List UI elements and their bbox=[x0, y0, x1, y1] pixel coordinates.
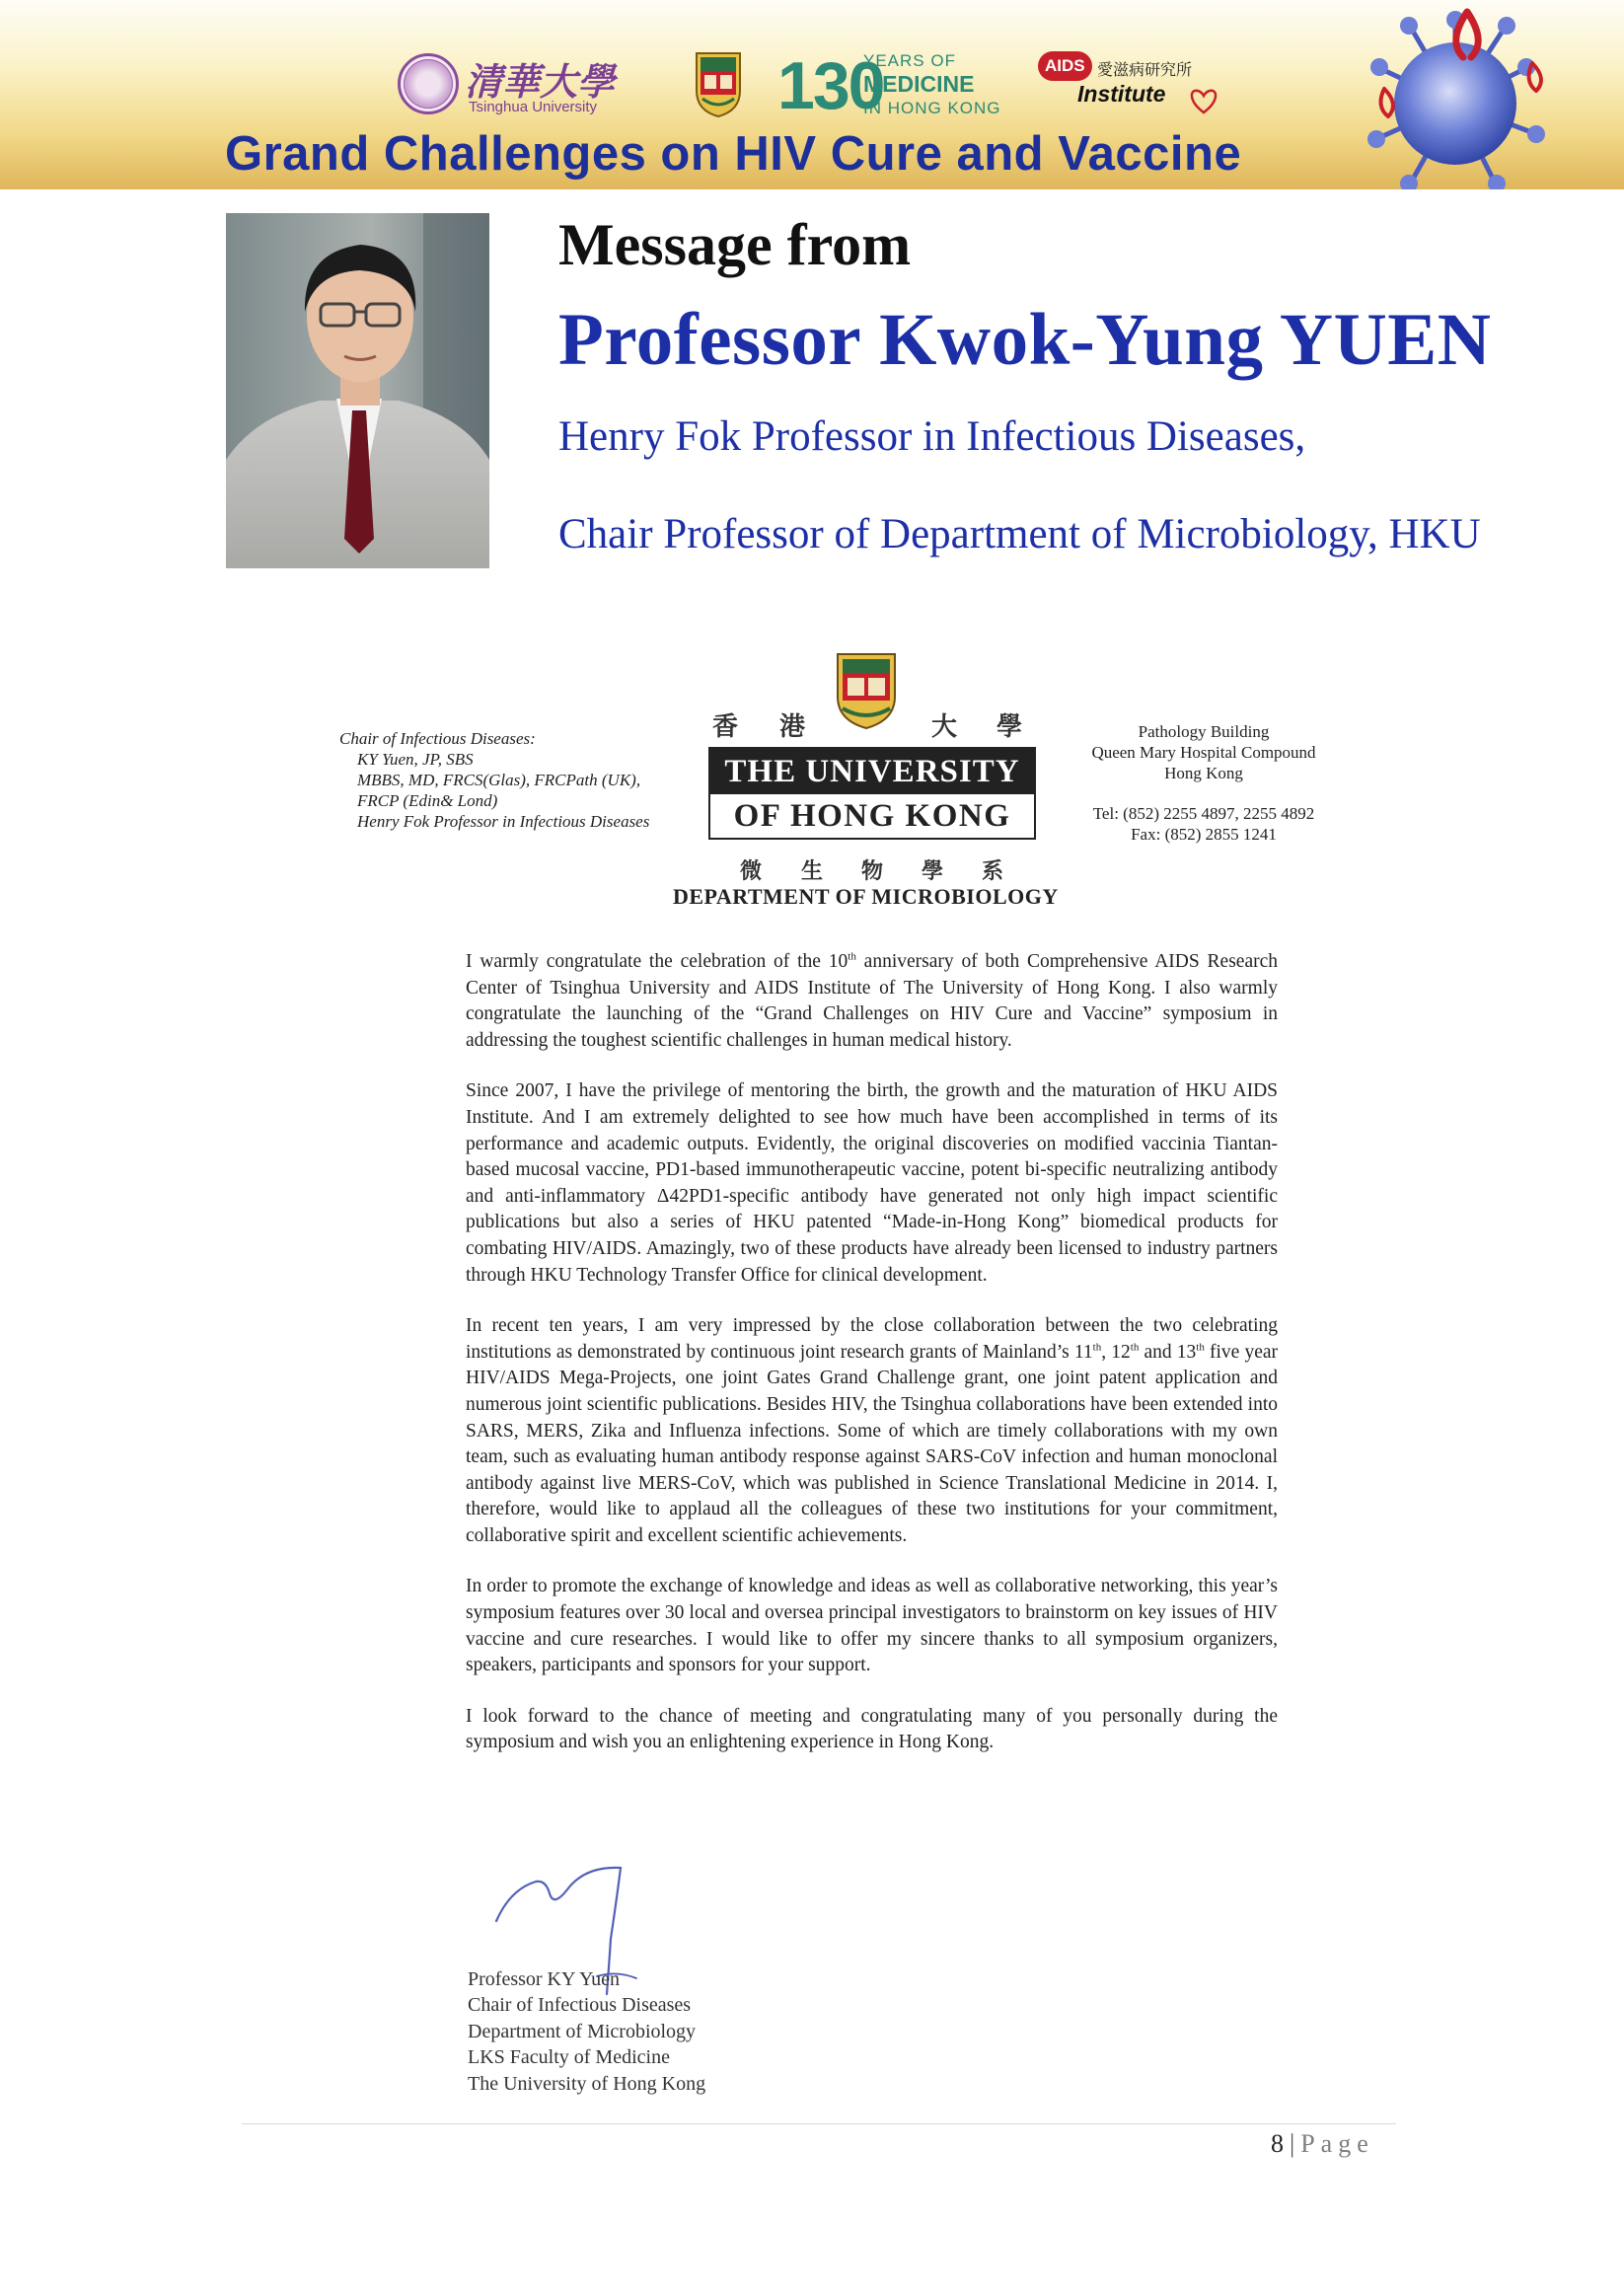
aids-institute-logo bbox=[1036, 49, 1228, 118]
aids-tag: AIDS bbox=[1038, 51, 1092, 81]
professor-portrait bbox=[226, 213, 489, 568]
hku-cn-char-2: 港 bbox=[779, 712, 806, 742]
message-from-heading: Message from bbox=[558, 212, 912, 277]
professor-title-2: Chair Professor of Department of Microbiology, HKU bbox=[558, 511, 1481, 557]
professor-name: Professor Kwok-Yung YUEN bbox=[558, 299, 1492, 381]
hku-medicine-text: MEDICINE bbox=[863, 71, 975, 97]
letterhead-chair: Chair of Infectious Diseases: bbox=[339, 729, 536, 748]
page-number-value: 8 bbox=[1271, 2129, 1284, 2158]
tsinghua-name-en: Tsinghua University bbox=[469, 99, 598, 115]
hku-name-line-2: OF HONG KONG bbox=[710, 794, 1034, 838]
hku-130-logo bbox=[691, 47, 1001, 126]
address-line-2: Queen Mary Hospital Compound bbox=[1091, 743, 1316, 762]
professor-title-1: Henry Fok Professor in Infectious Diseases, bbox=[558, 413, 1306, 460]
tsinghua-seal-icon bbox=[398, 53, 459, 114]
letter-paragraph-4: In order to promote the exchange of knowledge and ideas as well as collaborative networking, this year’s symposium features over 30 local and oversea principal investigators to brainstorm on key issues of HIV vaccine and cure researches. I would like to offer my sincere thanks to all symposium organizers, speakers, participants and sponsors for your support. bbox=[466, 1576, 1278, 1676]
address-line-1: Pathology Building bbox=[1138, 722, 1270, 741]
dept-cn-char-2: 生 bbox=[801, 859, 824, 884]
banner-title: Grand Challenges on HIV Cure and Vaccine bbox=[225, 127, 1242, 181]
aids-institute-text: Institute bbox=[1077, 81, 1166, 107]
dept-cn-char-4: 學 bbox=[922, 859, 944, 884]
letter-paragraph-5: I look forward to the chance of meeting and congratulating many of you personally during the symposium and wish you an enlightening experience in Hong Kong. bbox=[466, 1705, 1278, 1753]
heart-icon bbox=[1184, 87, 1223, 116]
telephone: Tel: (852) 2255 4897, 2255 4892 bbox=[1092, 804, 1315, 823]
aids-name-cn: 愛滋病研究所 bbox=[1097, 60, 1193, 79]
letterhead-quals-2: FRCP (Edin& Lond) bbox=[357, 791, 498, 810]
signer-name: Professor KY Yuen bbox=[468, 1968, 621, 1990]
hku-cn-char-1: 香 bbox=[712, 712, 739, 742]
letterhead-left bbox=[339, 728, 649, 832]
dept-cn-char-3: 物 bbox=[861, 859, 884, 884]
page-label: Page bbox=[1300, 2129, 1374, 2158]
signer-faculty: LKS Faculty of Medicine bbox=[468, 2046, 670, 2069]
letterhead-professorship: Henry Fok Professor in Infectious Diseases bbox=[357, 812, 650, 831]
letterhead-right bbox=[1075, 721, 1332, 845]
letter-paragraph-3: In recent ten years, I am very impressed by the close collaboration between the two celebrating institutions as demonstrated by continuous joint research grants of Mainland’s 11th, 12th and 13th five year HIV/AIDS Mega-Projects, one joint Gates Grand Challenge grant, one joint patent application and numerous joint scientific publications. Besides HIV, the Tsinghua collaborations have been extended into SARS, MERS, Zika and Influenza infections. Some of which are timely collaborations with my own team, such as evaluating human antibody response against SARS-CoV infection and human monoclonal antibody against live MERS-CoV, which was published in Science Translational Medicine in 2014. I, therefore, would like to applaud all the colleagues of these two institutions for your commitment, collaborative spirit and excellent scientific achievements. bbox=[466, 1315, 1279, 1546]
hku-130-number: 130 bbox=[777, 48, 884, 123]
hku-cn-char-3: 大 bbox=[931, 712, 958, 742]
tsinghua-logo bbox=[398, 51, 615, 122]
hiv-virus-icon bbox=[1357, 0, 1554, 189]
fax: Fax: (852) 2855 1241 bbox=[1131, 825, 1277, 844]
page-separator: | bbox=[1290, 2129, 1295, 2158]
tsinghua-name-cn: 清華大學 bbox=[465, 59, 616, 104]
signer-university: The University of Hong Kong bbox=[468, 2072, 706, 2095]
letterhead-name: KY Yuen, JP, SBS bbox=[357, 750, 474, 769]
signer-department: Department of Microbiology bbox=[468, 2020, 697, 2042]
dept-en: DEPARTMENT OF MICROBIOLOGY bbox=[673, 884, 1059, 909]
letter-paragraph-2: Since 2007, I have the privilege of mentoring the birth, the growth and the maturation of HKU AIDS Institute. And I am extremely delighted to see how much have been accomplished in terms of its performance and academic outputs. Evidently, the original discoveries on modified vaccinia Tiantan-based mucosal vaccine, PD1-based immunotherapeutic vaccine, potent bi-specific neutralizing antibody and anti-inflammatory Δ42PD1-specific antibody have generated not only high impact scientific publications but also a series of HKU patented “Made-in-Hong Kong” biomedical products for combating HIV/AIDS. Amazingly, two of these products have already been licensed to industry partners through HKU Technology Transfer Office for clinical development. bbox=[466, 1080, 1278, 1286]
letter-body bbox=[466, 949, 1278, 1781]
letter-paragraph-1: I warmly congratulate the celebration of the 10th anniversary of both Comprehensive AIDS Research Center of Tsinghua University and AIDS Institute of The University of Hong Kong. I also warmly congratulate the launching of the “Grand Challenges on HIV Cure and Vaccine” symposium in addressing the toughest scientific challenges in human medical history. bbox=[466, 950, 1278, 1051]
hku-crest-icon bbox=[695, 51, 742, 118]
dept-cn-char-1: 微 bbox=[740, 859, 763, 884]
address-line-3: Hong Kong bbox=[1164, 764, 1243, 782]
hku-name-box bbox=[708, 747, 1036, 840]
letterhead-quals-1: MBBS, MD, FRCS(Glas), FRCPath (UK), bbox=[357, 771, 641, 789]
signer-title: Chair of Infectious Diseases bbox=[468, 1994, 692, 2017]
hku-crest-icon bbox=[835, 651, 898, 730]
dept-cn-char-5: 系 bbox=[982, 859, 1004, 884]
page-number bbox=[1271, 2129, 1374, 2159]
hku-years-text: YEARS OF bbox=[863, 51, 956, 70]
hku-name-line-1: THE UNIVERSITY bbox=[710, 749, 1034, 794]
signature-block bbox=[468, 1966, 705, 2097]
footer-divider bbox=[242, 2123, 1396, 2124]
hku-cn-char-4: 學 bbox=[997, 712, 1023, 742]
hku-place-text: IN HONG KONG bbox=[863, 99, 1001, 117]
header-banner bbox=[0, 0, 1624, 189]
